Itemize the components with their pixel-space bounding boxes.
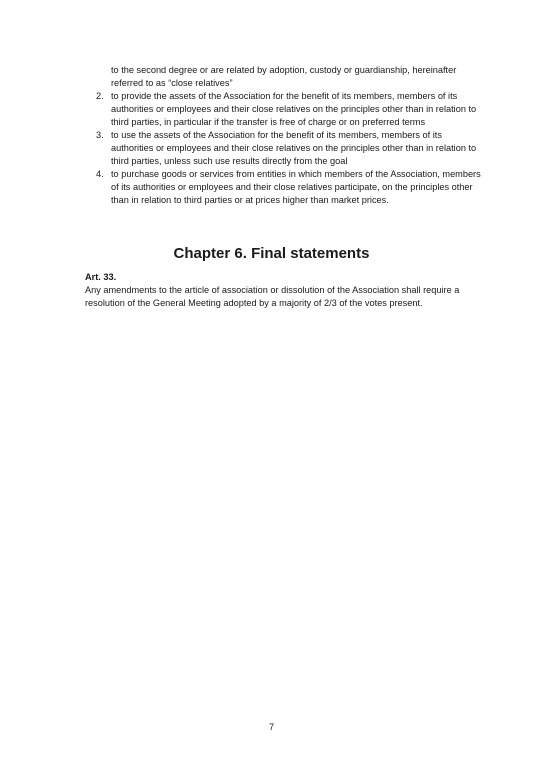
list-item [96,129,486,168]
list-item-number: 4. [96,169,104,179]
article-heading: Art. 33. [85,272,117,282]
list-item-text: to purchase goods or services from entities in which members of the Association, members of its authorities or employees and their close relatives participate, on the principles other than in relation to third parties or at prices higher than market prices. [111,169,481,205]
list-item-text: to use the assets of the Association for the benefit of its members, members of its authorities or employees and their close relatives on the principles other than in relation to third parties, unless such use results directly from the goal [111,130,477,166]
list-item-number: 3. [96,130,104,140]
list-item-continuation: to the second degree or are related by adoption, custody or guardianship, hereinafter referred to as “close relatives” [111,65,457,88]
page-number: 7 [268,722,275,732]
chapter-title: Chapter 6. Final statements [173,245,370,262]
numbered-list [96,90,486,207]
list-item [96,168,486,207]
article-text: Any amendments to the article of association or dissolution of the Association shall require a resolution of the General Meeting adopted by a majority of 2/3 of the votes present. [85,285,460,308]
list-item-number: 2. [96,91,104,101]
list-item [96,90,486,129]
list-item-text: to provide the assets of the Association for the benefit of its members, members of its authorities or employees and their close relatives on the principles other than in relation to third parties, in particular if the transfer is free of charge or on preferred terms [111,91,477,127]
